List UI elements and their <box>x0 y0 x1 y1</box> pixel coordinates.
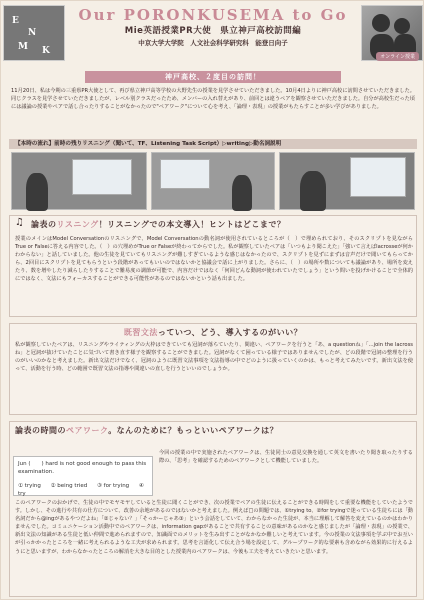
classroom-photo <box>11 152 147 210</box>
heading-accent: リスニング <box>56 220 99 229</box>
section2-text: 授業のメインはModel Conversationのリスニングで、Model Conversationの動名詞が使用されているところが（ ）で埋められており、そのスクリプトを見ながらTrue or Falseに答える内容でした。（ ）の穴埋めがTrue or Falseが終わってからでした。私が観察していたペアは「いつもより聞こえた」「強いて言えばlacrosseが何かわからない」と話していました。他の生徒を見ていてもリスニングが難しすぎているような感じはなかったので、スクリプトを見ずにまずは音声だけで聞いてもらってから、2回目にスクリプトを見てもらうという段階があってもいいのではないかと協議会で話に上がりました。さらに、（ ）の場所や数についても議論があり、場所を変えたり、数を増やしたり減らしたりすることで難易度の調節が可能で、内容だけではなく「何回どんな動詞が使われていたでしょう」という問いを投げかけることで全体的にではなく、文法にもフォーカスすることができる可能性があるのではないかという話も出ました。 <box>15 236 413 283</box>
heading-part: 論表の時間の <box>15 426 66 435</box>
heading-accent: ペアワーク <box>66 426 109 435</box>
section3-heading <box>85 327 341 338</box>
section2-heading <box>31 219 285 230</box>
page-subtitle: Mie英語授業PR大使 県立神戸高校訪問編 <box>124 26 302 36</box>
section1-text: 11月20日、私は今期の三重県PR大使として、再び県立神戸高等学校の大野先生の授業を見学させていただきました。10月4日よりに神戸高校に訪問させていただきました。同じクラスを見学させていただきましたが、レベル別クラスだったため、メンバーの入れ替えがあり、前回とは違うペアを観察させていただきました。自分が高校生だった頃には議論の授業やペアで話し合ったりすることがなかったので"ペアワーク"について心を考え、「論理・表現」の授業がもたらすことが多い学びがありました。 <box>11 88 415 111</box>
heading-part: 表の <box>39 220 57 229</box>
byline: 中京大学大学院 人文社会科学研究科 能登日向子 <box>138 39 288 47</box>
heading-part: ！リスニングでの本文導入！ヒントはどこまで？ <box>98 220 286 229</box>
heading-part: 。なんのために？もっといいペアワークは？ <box>108 426 279 435</box>
heading-accent: 既習文法 <box>123 328 158 337</box>
section4-text: このペアワークのおかげで、生徒の中でモヤモヤしていると生徒に聞くことができ、次の授業でペアの生徒に伝えることができる時間をして重要な機能をしていたようです。しかし、その進行や共有の仕方について、改善の余地があるのではないかと考えました。例えば□の問題では、①trying to、②for tryingで迷っている生徒ちには「動名詞だから@ingがあるやつだよね」「②じゃない？」「そっかーじゃあ③」という会話をしていて、わからなかった生徒が、本当に理解して解答を変えているのかはわかりませんでした。コミュニケーション活動中でのペアワークは、information gapがあることで共有することの意味があるのかなと感じましたが「論理・表現」の授業で、新出文法の知識がある生徒と低い仲間で進められますので、知識面でのメリットを生み出すことがなかなか難しいと考えています。今の授業の文法事項を学ぶ中でお互いが引っかかったところを一緒に考えられるような工夫が求められます。思考を言語化して伝え合う場を設定して、グループワーク的な要素も含めながら効果的に行えるようにと思いますが、わからなかったところの解消を大きな目的とした授業内のペアワークは、今後も工夫を考えていきたいと思います。 <box>15 500 413 555</box>
section3-text: 私が観察していたペアは、リスニングやライティングの大枠はできていても冠詞が落ちていたり、間違い、ペアワークを行うと「あ、a questionね」「…join the lacrossね」と冠詞が抜けていたことに気づいて書き直す様子を観察することができました。冠詞がなくて困っている様子ではありませんでしたが、どの段階で冠詞の整理を行うのがいいのかなと考えました。新出文法だけでなく、冠詞のように既習文法事項を文法指導の中でどのように扱っていくのかは、もっと考えてみたいです。新出文法を使って、活動を行う時、どの範囲で既習文法の指導や間違いの直しを行うといいのでしょうか。 <box>15 342 413 373</box>
photo-letter: K <box>42 46 50 56</box>
exercise-image <box>13 456 153 496</box>
section4-text-right: 今回の授業の中で実施されたペアワークは、生徒同士の意見交換を通して英文を書いたり聞き取ったりする際の、「思考」を確認するためのペアワークとして機能していました。 <box>159 450 413 465</box>
classroom-photo <box>279 152 415 210</box>
exercise-option: ② being tried <box>50 483 88 489</box>
heading-part: 論 <box>31 220 40 229</box>
header-photo-left <box>3 5 65 61</box>
section4-heading <box>15 425 278 436</box>
heading-part: っていつ、どう、導入するのがいい？ <box>157 328 303 337</box>
exercise-option: ① trying <box>18 483 41 489</box>
page-title: Our PORONKUSEMA to Go <box>78 6 348 24</box>
photo-letter: N <box>28 28 37 38</box>
header <box>1 1 424 63</box>
photo-tag: オンライン授業 <box>376 52 419 61</box>
lesson-flow: 【本時の流れ】前時の残りリスニング（聞いて、TF、Listening Task Script）▷writing▷動名詞説明 <box>9 139 417 149</box>
exercise-line: Jun ( ) hard is not good enough to pass this examination. <box>18 461 147 475</box>
photo-letter: E <box>12 16 19 26</box>
section-bar: 神戸高校、２度目の訪問！ <box>85 71 341 83</box>
ear-icon: ♫ <box>15 217 24 228</box>
exercise-option: ③ for trying <box>97 483 130 489</box>
classroom-photo <box>151 152 275 210</box>
exercise-option: ④ try <box>18 483 144 497</box>
photo-letter: M <box>18 42 28 52</box>
